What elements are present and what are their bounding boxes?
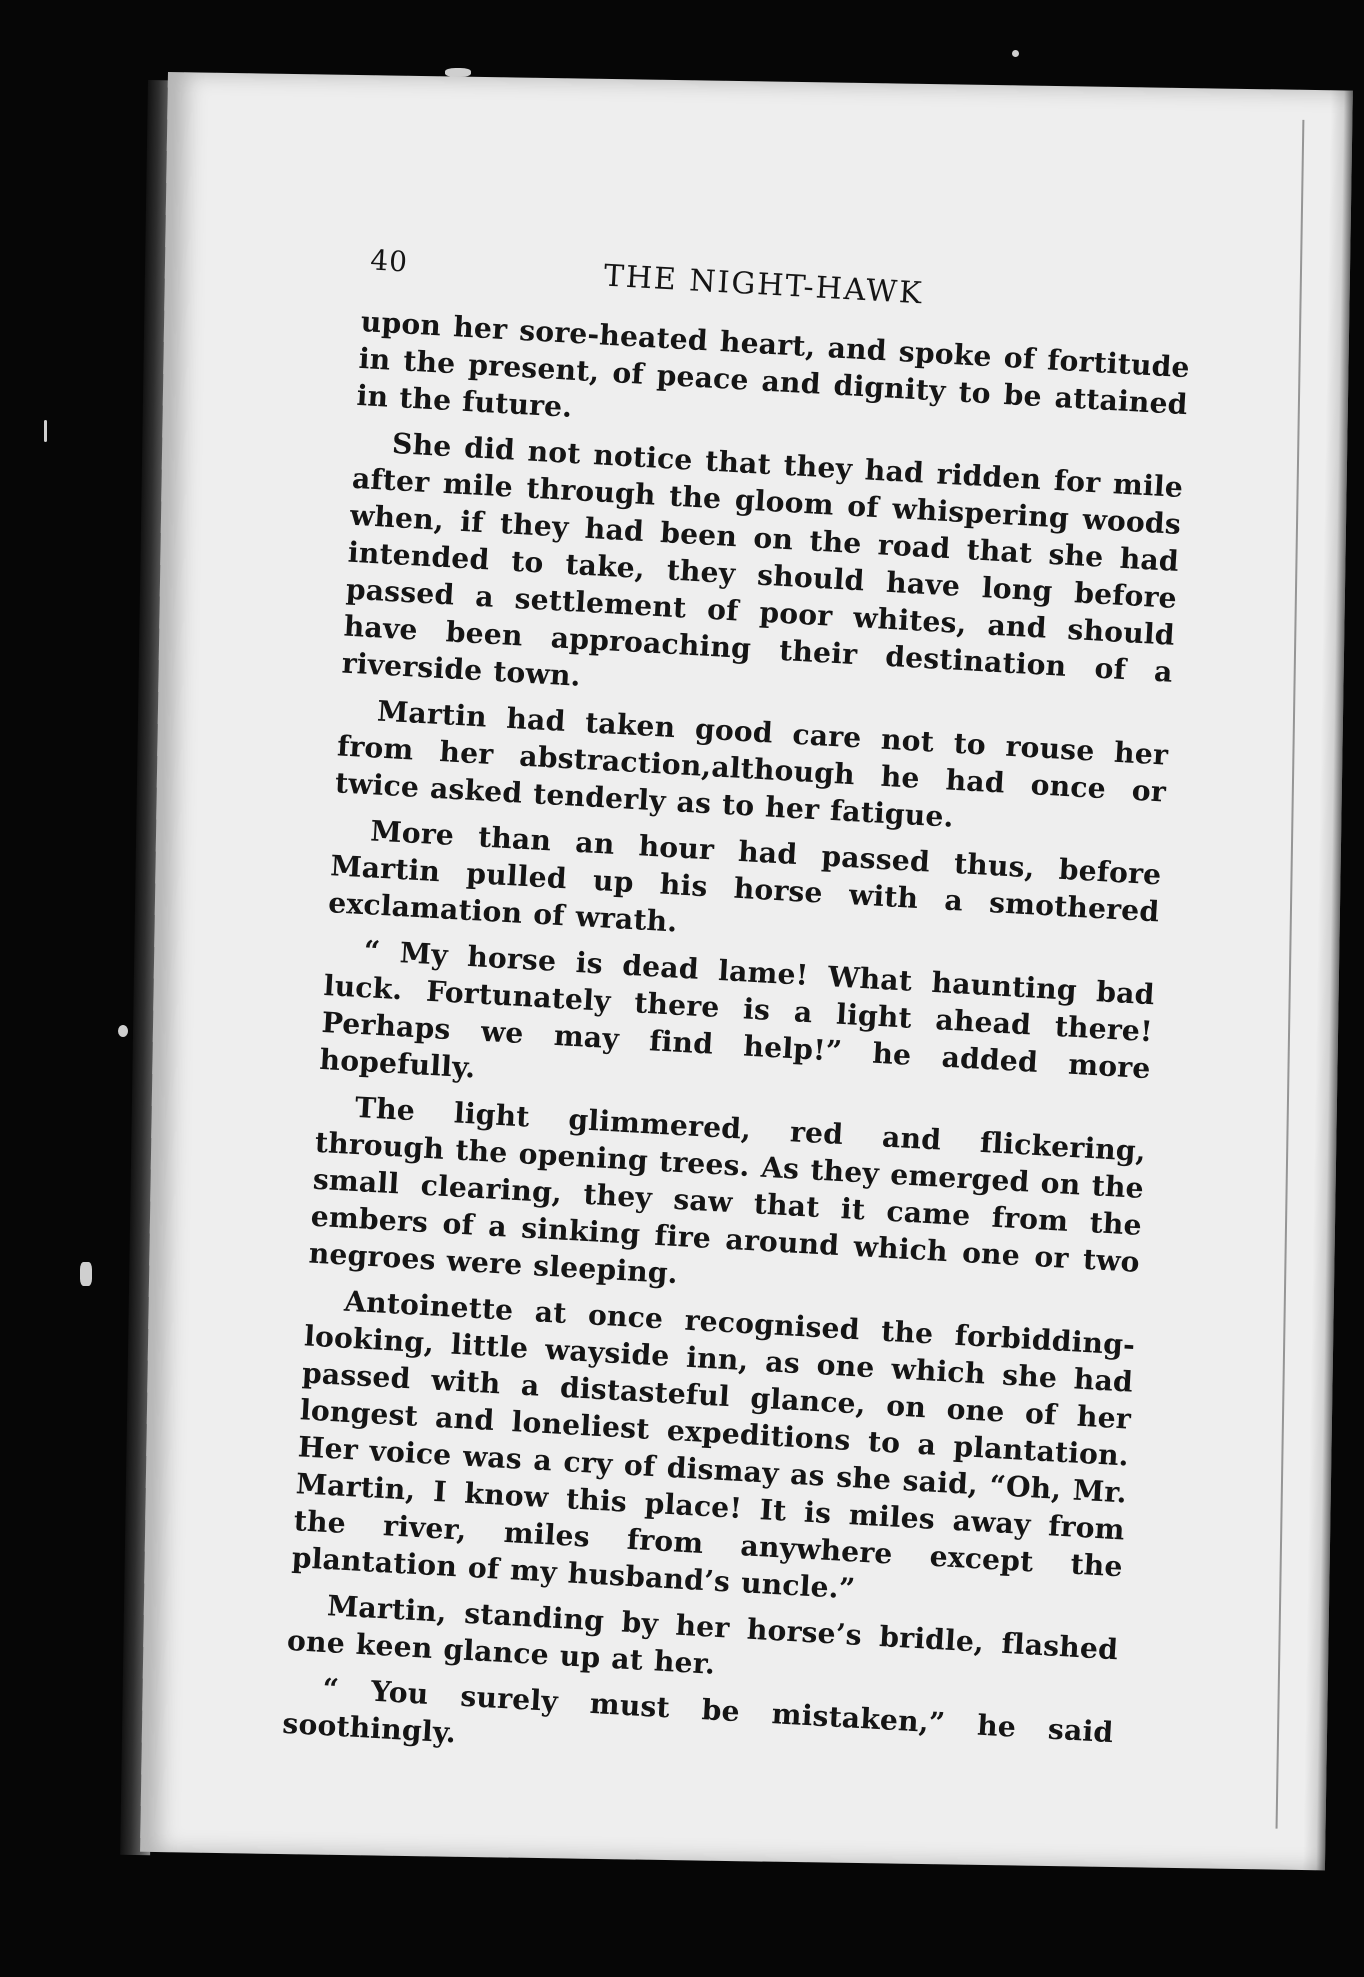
book-page [140, 72, 1353, 1870]
dust-speck [44, 420, 47, 442]
page-edge-line [1276, 120, 1305, 1829]
paragraph-1: upon her sore-heated heart, and spoke of fortitude in the present, of peace and dignity to be attained in the future. [355, 305, 1191, 424]
paragraph-7: Antoinette at once recognised the forbidding-looking, little wayside inn, as one which she had passed with a distasteful glance, on one of her longest and loneliest expeditions to a plantation. Her voice was a cry of dismay as she said, “Oh, Mr. Martin, I know this place! It is miles away from the river, miles from anywhere except the plantation of my husband’s uncle.” [290, 1284, 1136, 1606]
running-title: THE NIGHT-HAWK [602, 258, 925, 312]
dust-speck [1012, 50, 1019, 57]
page-number: 40 [369, 243, 409, 279]
page-edge-shadow [1303, 90, 1353, 1870]
dust-speck [80, 1262, 92, 1286]
page-text-block [282, 243, 1194, 1788]
paragraph-3: Martin had taken good care not to rouse her from her abstraction,although he had once or twice asked tenderly as to her fatigue. [334, 694, 1169, 834]
paragraph-9: “ You surely must be mistaken,” he said soothingly. [281, 1672, 1115, 1750]
paragraph-6: The light glimmered, red and flickering, through the opening trees. As they emerged on the small clearing, they saw that it came from the embers of a sinking fire around which one or two negroes were sleeping. [307, 1090, 1147, 1291]
dust-speck [118, 1025, 128, 1037]
paragraph-4: More than an hour had passed thus, before Martin pulled up his horse with a smothered exclamation of wrath. [327, 814, 1163, 939]
paragraph-8: Martin, standing by her horse’s bridle, flashed one keen glance up at her. [286, 1589, 1119, 1681]
paragraph-5: “ My horse is dead lame! What haunting bad luck. Fortunately there is a light ahead there! Perhaps we may find help!” he added more hopefully. [318, 934, 1156, 1086]
paragraph-2: She did not notice that they had ridden for mile after mile through the gloom of whispering woods when, if they had been on the road that she had intended to take, they should have long before passed a settlement of poor whites, and should have been approaching their destination of a riverside town. [340, 426, 1184, 693]
